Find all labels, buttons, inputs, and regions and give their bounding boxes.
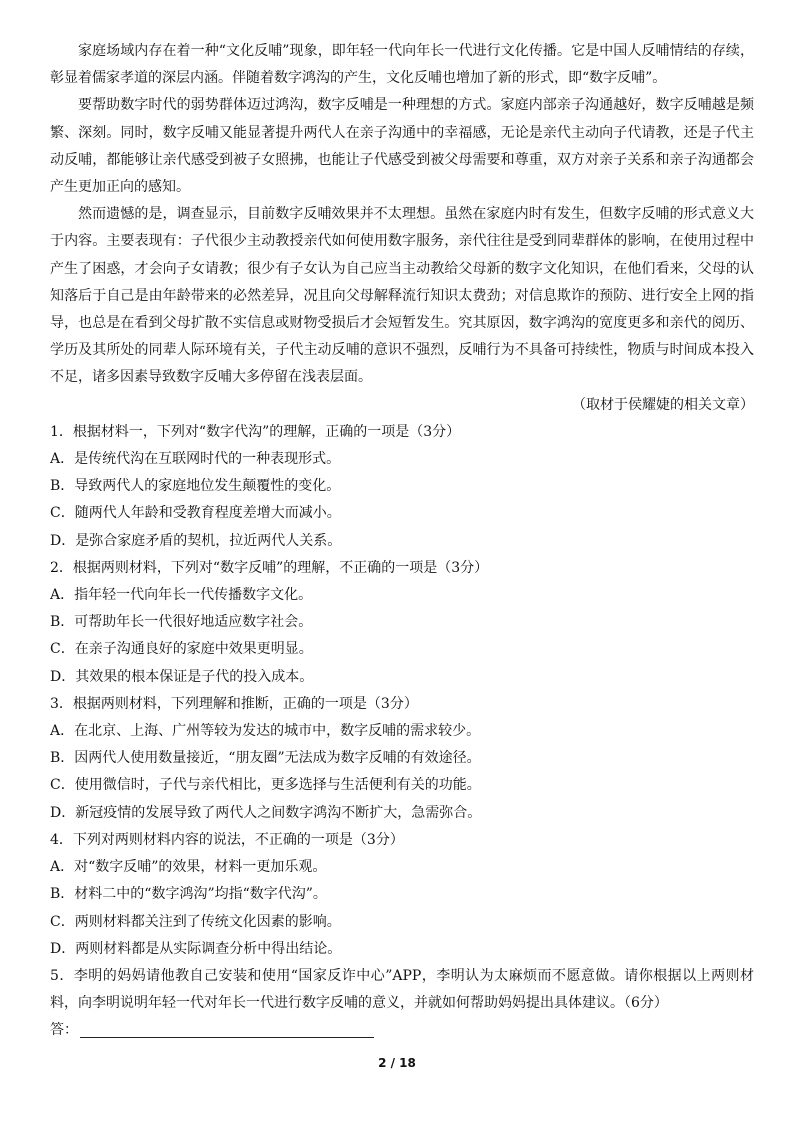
answer-label: 答： (50, 1022, 78, 1039)
option-d: D．新冠疫情的发展导致了两代人之间数字鸿沟不断扩大，急需弥合。 (50, 804, 482, 821)
option-c: C．在亲子沟通良好的家庭中效果更明显。 (50, 641, 313, 658)
question-stem: 2．根据两则材料，下列对“数字反哺”的理解，不正确的一项是（3分） (50, 559, 489, 576)
option-a: A．是传统代沟在互联网时代的一种表现形式。 (50, 451, 341, 468)
option-c: C．随两代人年龄和受教育程度差增大而减小。 (50, 505, 341, 522)
option-d: D．两则材料都是从实际调查分析中得出结论。 (50, 940, 342, 957)
passage-paragraph-2: 要帮助数字时代的弱势群体迈过鸿沟，数字反哺是一种理想的方式。家庭内部亲子沟通越好，数字反哺越是频繁、深刻。同时，数字反哺又能显著提升两代人在亲子沟通中的幸福感，无论是亲代主动向子代请教，还是子代主动反哺，都能够让亲代感受到被子女照拂，也能让子代感受到被父母需要和尊重，双方对亲子关系和亲子沟通都会产生更加正向的感知。 (50, 97, 754, 196)
question-3 (50, 691, 754, 827)
question-stem: 4．下列对两则材料内容的说法，不正确的一项是（3分） (50, 831, 404, 848)
question-5 (50, 963, 754, 1045)
option-b: B．因两代人使用数量接近，“朋友圈”无法成为数字反哺的有效途径。 (50, 750, 481, 767)
question-2 (50, 555, 754, 691)
question-stem: 3．根据两则材料，下列理解和推断，正确的一项是（3分） (50, 695, 418, 712)
option-b: B．可帮助年长一代很好地适应数字社会。 (50, 614, 313, 631)
option-b: B．导致两代人的家庭地位发生颠覆性的变化。 (50, 478, 341, 495)
option-c: C．使用微信时，子代与亲代相比，更多选择与生活便利有关的功能。 (50, 777, 481, 794)
question-stem: 5．李明的妈妈请他教自己安装和使用“国家反诈中心”APP，李明认为太麻烦而不愿意做。请你根据以上两则材料，向李明说明年轻一代对年长一代进行数字反哺的意义，并就如何帮助妈妈提出具体建议。（6分） (50, 967, 754, 1012)
question-1 (50, 419, 754, 555)
question-4 (50, 827, 754, 963)
passage-paragraph-1: 家庭场域内存在着一种“文化反哺”现象，即年轻一代向年长一代进行文化传播。它是中国人反哺情结的存续，彰显着儒家孝道的深层内涵。伴随着数字鸿沟的产生，文化反哺也增加了新的形式，即“数字反哺”。 (50, 43, 754, 87)
option-b: B．材料二中的“数字鸿沟”均指“数字代沟”。 (50, 886, 327, 903)
option-a: A．在北京、上海、广州等较为发达的城市中，数字反哺的需求较少。 (50, 723, 481, 740)
question-stem: 1．根据材料一，下列对“数字代沟”的理解，正确的一项是（3分） (50, 423, 461, 440)
option-d: D．其效果的根本保证是子代的投入成本。 (50, 668, 314, 685)
passage-paragraph-3: 然而遗憾的是，调查显示，目前数字反哺效果并不太理想。虽然在家庭内时有发生，但数字反哺的形式意义大于内容。主要表现有：子代很少主动教授亲代如何使用数字服务，亲代往往是受到同辈群体的影响，在使用过程中产生了困惑，才会向子女请教；很少有子女认为自己应当主动教给父母新的数字文化知识，在他们看来，父母的认知落后于自己是由年龄带来的必然差异，况且向父母解释流行知识太费劲；对信息欺诈的预防、进行安全上网的指导，也总是在看到父母扩散不实信息或财物受损后才会短暂发生。究其原因，数字鸿沟的宽度更多和亲代的阅历、学历及其所处的同辈人际环境有关，子代主动反哺的意识不强烈，反哺行为不具备可持续性，物质与时间成本投入不足，诸多因素导致数字反哺大多停留在浅表层面。 (50, 206, 754, 386)
page-number: 2 / 18 (378, 1056, 416, 1070)
option-d: D．是弥合家庭矛盾的契机，拉近两代人关系。 (50, 532, 342, 549)
option-a: A．指年轻一代向年长一代传播数字文化。 (50, 587, 313, 604)
passage-source: （取材于侯耀婕的相关文章） (572, 396, 754, 413)
answer-blank[interactable] (80, 1023, 374, 1038)
exam-page (50, 38, 754, 1045)
option-c: C．两则材料都关注到了传统文化因素的影响。 (50, 913, 341, 930)
option-a: A．对“数字反哺”的效果，材料一更加乐观。 (50, 859, 327, 876)
answer-line (50, 1017, 754, 1044)
